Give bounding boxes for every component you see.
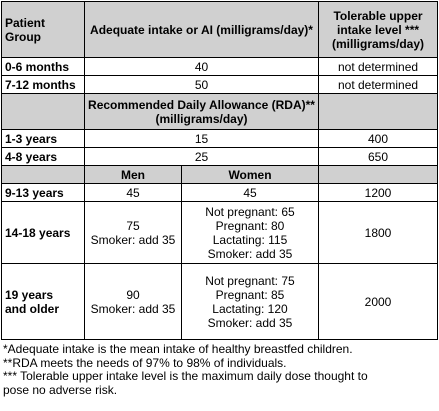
header-women: Women xyxy=(182,166,319,184)
row-group: 7-12 months xyxy=(2,76,85,94)
women-pregnant: Pregnant: 85 xyxy=(215,287,285,302)
row-women-value xyxy=(182,202,319,264)
women-smoker-note: Smoker: add 35 xyxy=(207,315,293,330)
rda-header-row xyxy=(2,94,438,130)
group-line: and older xyxy=(5,301,60,316)
footnote-upper-limit: *** Tolerable upper intake level is the maximum daily dose thought to xyxy=(3,369,368,383)
women-lactating: Lactating: 120 xyxy=(212,301,288,316)
men-base-value: 75 xyxy=(126,218,140,233)
footnote-rda: **RDA meets the needs of 97% to 98% of individuals. xyxy=(3,355,287,370)
vitamin-c-intake-table xyxy=(1,1,438,340)
table-header-row xyxy=(2,2,438,58)
women-smoker-note: Smoker: add 35 xyxy=(207,246,293,261)
sex-header-row xyxy=(2,166,438,184)
row-men-value xyxy=(85,202,182,264)
row-women-value xyxy=(182,264,319,340)
row-group: 0-6 months xyxy=(2,58,85,76)
table-row xyxy=(2,76,438,94)
row-upper-limit: not determined xyxy=(319,76,438,94)
table-row xyxy=(2,184,438,202)
row-upper-limit: not determined xyxy=(319,58,438,76)
table-row xyxy=(2,148,438,166)
row-group: 14-18 years xyxy=(2,202,85,264)
row-upper-limit: 1200 xyxy=(319,184,438,202)
table-row xyxy=(2,202,438,264)
group-line: 19 years xyxy=(5,287,54,302)
row-upper-limit: 400 xyxy=(319,130,438,148)
header-men: Men xyxy=(85,166,182,184)
row-group: 9-13 years xyxy=(2,184,85,202)
empty-cell xyxy=(2,94,85,130)
row-men-value: 45 xyxy=(85,184,182,202)
footnote-adequate-intake: *Adequate intake is the mean intake of healthy breastfed children. xyxy=(3,342,353,356)
row-value: 40 xyxy=(85,58,319,76)
empty-cell xyxy=(319,94,438,130)
header-upper-intake-level: Tolerable upper intake level *** (milligrams/day) xyxy=(319,2,438,58)
row-upper-limit: 2000 xyxy=(319,264,438,340)
row-men-value xyxy=(85,264,182,340)
header-rda: Recommended Daily Allowance (RDA)** (milligrams/day) xyxy=(85,94,319,130)
footnotes xyxy=(3,343,437,397)
footnote-upper-limit-cont: pose no adverse risk. xyxy=(3,382,118,397)
table-row xyxy=(2,264,438,340)
row-value: 25 xyxy=(85,148,319,166)
women-not-pregnant: Not pregnant: 65 xyxy=(205,204,295,219)
row-upper-limit: 650 xyxy=(319,148,438,166)
row-group: 4-8 years xyxy=(2,148,85,166)
row-group: 1-3 years xyxy=(2,130,85,148)
women-lactating: Lactating: 115 xyxy=(212,232,288,247)
women-not-pregnant: Not pregnant: 75 xyxy=(205,273,295,288)
table-row xyxy=(2,130,438,148)
row-group xyxy=(2,264,85,340)
row-value: 15 xyxy=(85,130,319,148)
row-women-value: 45 xyxy=(182,184,319,202)
empty-cell xyxy=(2,166,85,184)
row-value: 50 xyxy=(85,76,319,94)
men-smoker-note: Smoker: add 35 xyxy=(90,232,176,247)
empty-cell xyxy=(319,166,438,184)
header-patient-group: Patient Group xyxy=(2,2,85,58)
table-row xyxy=(2,58,438,76)
header-adequate-intake: Adequate intake or AI (milligrams/day)* xyxy=(85,2,319,58)
row-upper-limit: 1800 xyxy=(319,202,438,264)
men-smoker-note: Smoker: add 35 xyxy=(90,301,176,316)
men-base-value: 90 xyxy=(126,287,140,302)
women-pregnant: Pregnant: 80 xyxy=(215,218,285,233)
